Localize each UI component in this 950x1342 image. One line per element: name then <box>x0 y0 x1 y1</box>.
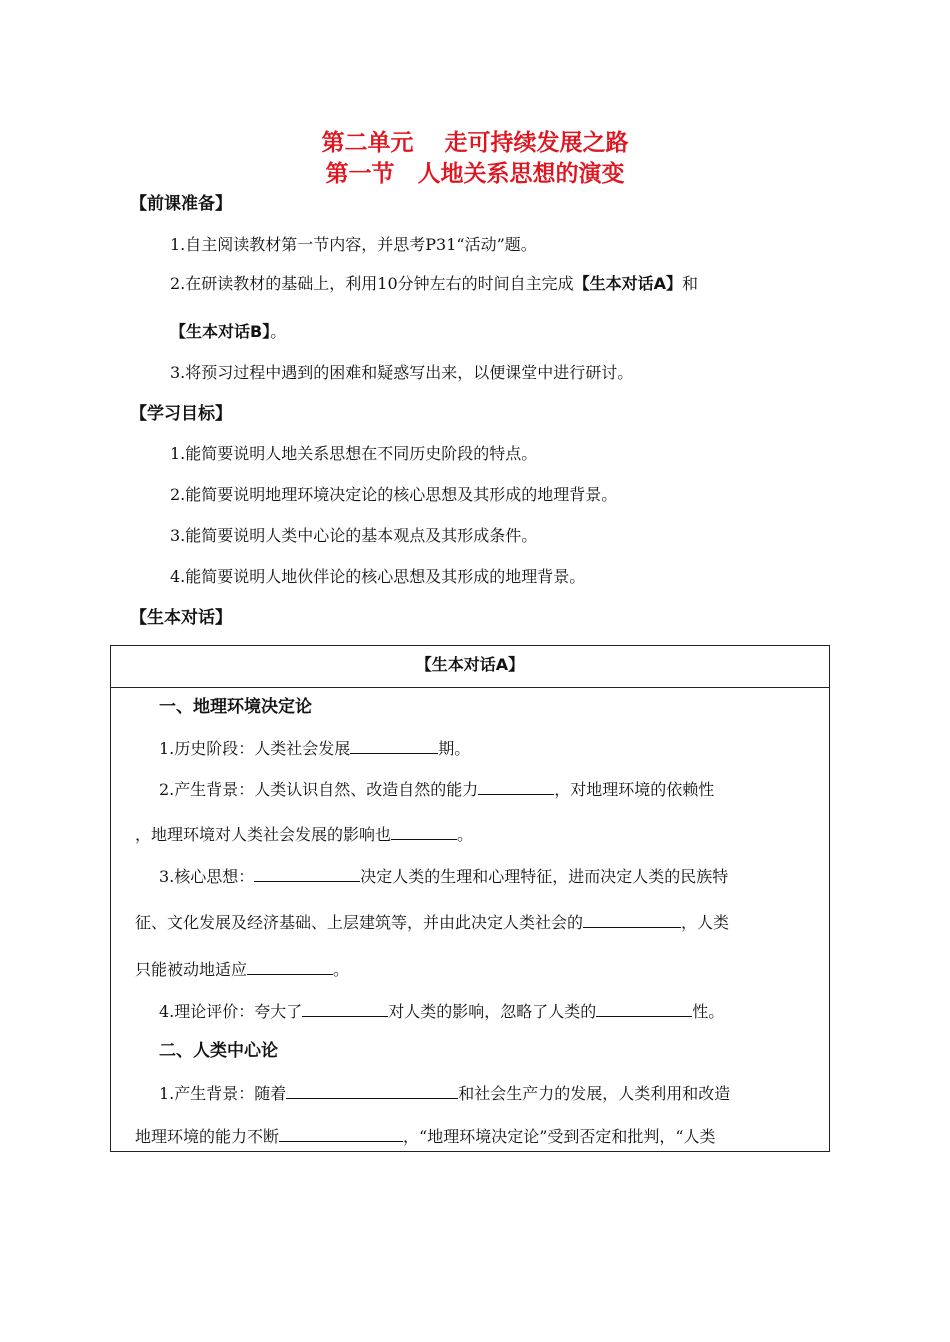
prep-heading: 【前课准备】 <box>130 194 232 214</box>
sec1-q2-text: 2.产生背景：人类认识自然、改造自然的能力 <box>159 780 479 799</box>
sec1-q3-cont-1 <box>135 910 729 934</box>
goals-heading: 【学习目标】 <box>130 404 232 424</box>
sec2-q1-blank-2[interactable] <box>279 1124 403 1142</box>
sec1-q3-cont-2 <box>135 957 349 981</box>
sec1-q2-blank-1[interactable] <box>478 777 554 795</box>
prep-item-2-ref-b: 【生本对话B】 <box>170 322 271 341</box>
prep-item-3: 3.将预习过程中遇到的困难和疑惑写出来，以便课堂中进行研讨。 <box>170 363 634 382</box>
sec1-q3-mid: 决定人类的生理和心理特征，进而决定人类的民族特 <box>360 867 729 886</box>
dialog-heading: 【生本对话】 <box>130 608 232 628</box>
sec1-q4-mid: 对人类的影响，忽略了人类的 <box>388 1002 597 1021</box>
dialog-table <box>110 645 830 1152</box>
sec1-q2-cont-text: ，地理环境对人类社会发展的影响也 <box>135 825 392 844</box>
sec2-q1-cont <box>135 1124 716 1148</box>
sec1-q3-blank-2[interactable] <box>583 910 681 928</box>
sec2-q1-mid: 和社会生产力的发展，人类利用和改造 <box>458 1084 731 1103</box>
prep-item-2 <box>170 273 698 295</box>
sec2-q1-blank-1[interactable] <box>286 1081 458 1099</box>
sec1-title: 一、地理环境决定论 <box>159 697 312 717</box>
prep-item-2-tail: 和 <box>682 274 699 293</box>
prep-item-2-cont <box>170 321 286 343</box>
sec1-q2-cont-tail: 。 <box>457 825 474 844</box>
sec1-q2-mid: ，对地理环境的依赖性 <box>554 780 715 799</box>
sec2-q1-cont-tail: ，“地理环境决定论”受到否定和批判，“人类 <box>403 1127 716 1146</box>
sec1-q3-cont-1-tail: ，人类 <box>681 913 730 932</box>
sec1-q1-tail: 期。 <box>438 739 471 758</box>
sec1-q4 <box>159 999 724 1023</box>
sec1-q3-text: 3.核心思想： <box>159 867 255 886</box>
prep-item-2-cont-tail: 。 <box>270 322 287 341</box>
sec2-q1 <box>159 1081 730 1105</box>
sec1-q2-blank-2[interactable] <box>391 822 457 840</box>
sec1-q3-cont-1-text: 征、文化发展及经济基础、上层建筑等，并由此决定人类社会的 <box>135 913 584 932</box>
goal-item-4: 4.能简要说明人地伙伴论的核心思想及其形成的地理背景。 <box>170 567 586 586</box>
goal-item-2: 2.能简要说明地理环境决定论的核心思想及其形成的地理背景。 <box>170 485 618 504</box>
prep-item-1: 1.自主阅读教材第一节内容，并思考P31“活动”题。 <box>170 235 537 254</box>
sec1-q2 <box>159 777 714 801</box>
sec1-q4-text: 4.理论评价：夸大了 <box>159 1002 303 1021</box>
sec1-q4-tail: 性。 <box>692 1002 725 1021</box>
goal-item-3: 3.能简要说明人类中心论的基本观点及其形成条件。 <box>170 526 538 545</box>
sec1-q2-cont <box>135 822 473 846</box>
section-title: 第一节 人地关系思想的演变 <box>325 161 625 187</box>
prep-item-2-text: 2.在研读教材的基础上，利用10分钟左右的时间自主完成 <box>170 274 574 293</box>
sec2-q1-text: 1.产生背景：随着 <box>159 1084 287 1103</box>
sec1-q4-blank-2[interactable] <box>596 999 692 1017</box>
sec2-q1-cont-text: 地理环境的能力不断 <box>135 1127 280 1146</box>
sec1-q1-blank[interactable] <box>350 736 438 754</box>
sec1-q1 <box>159 736 470 760</box>
dialog-table-header-row <box>111 646 829 688</box>
sec1-q3-blank-1[interactable] <box>254 864 360 882</box>
sec1-q4-blank-1[interactable] <box>302 999 388 1017</box>
dialog-table-title: 【生本对话A】 <box>415 655 525 674</box>
sec1-q3-blank-3[interactable] <box>247 957 333 975</box>
prep-item-2-ref-a: 【生本对话A】 <box>573 274 683 293</box>
unit-title: 第二单元 走可持续发展之路 <box>321 130 629 156</box>
goal-item-1: 1.能简要说明人地关系思想在不同历史阶段的特点。 <box>170 444 538 463</box>
sec2-title: 二、人类中心论 <box>159 1041 278 1061</box>
sec1-q1-text: 1.历史阶段：人类社会发展 <box>159 739 351 758</box>
sec1-q3 <box>159 864 728 888</box>
sec1-q3-cont-2-tail: 。 <box>333 960 350 979</box>
sec1-q3-cont-2-text: 只能被动地适应 <box>135 960 248 979</box>
